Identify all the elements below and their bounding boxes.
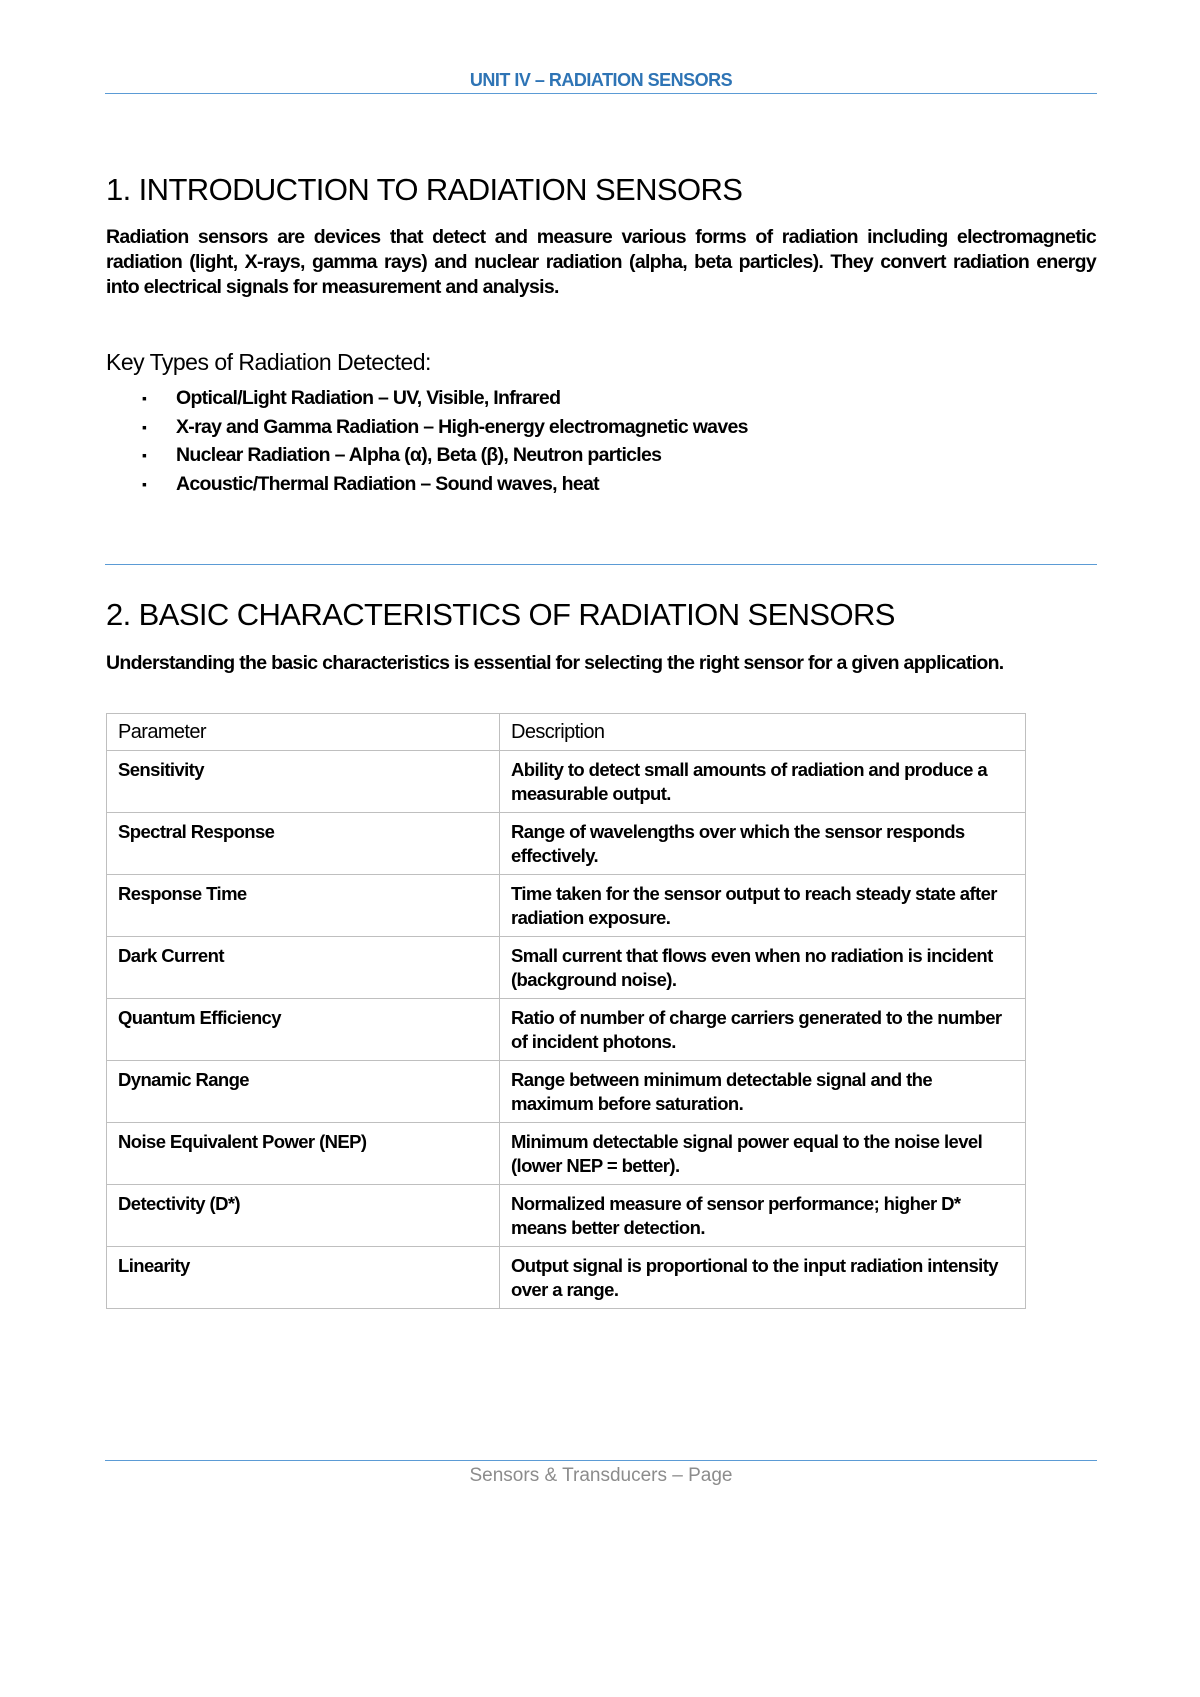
table-row [107,1123,1026,1185]
parameter-cell: Noise Equivalent Power (NEP) [107,1123,500,1185]
table-row [107,1247,1026,1309]
footer-rule [105,1460,1097,1461]
page-header-title: UNIT IV – RADIATION SENSORS [469,70,733,90]
parameter-cell: Dynamic Range [107,1061,500,1123]
section1-heading: 1. INTRODUCTION TO RADIATION SENSORS [106,172,743,207]
column-header-parameter: Parameter [107,714,500,751]
list-item [106,413,748,442]
parameter-cell: Dark Current [107,937,500,999]
description-cell: Range of wavelengths over which the sensor responds effectively. [500,813,1026,875]
bullet-icon: ▪ [142,418,147,435]
radiation-types-list [106,384,748,498]
table-row [107,1061,1026,1123]
page-footer-text: Sensors & Transducers – Page [469,1465,733,1486]
section2-heading: 2. BASIC CHARACTERISTICS OF RADIATION SENSORS [106,597,895,632]
description-cell: Ratio of number of charge carriers generated to the number of incident photons. [500,999,1026,1061]
description-cell: Time taken for the sensor output to reach steady state after radiation exposure. [500,875,1026,937]
parameter-cell: Quantum Efficiency [107,999,500,1061]
list-item-text: Optical/Light Radiation – UV, Visible, Infrared [176,387,561,409]
description-cell: Output signal is proportional to the input radiation intensity over a range. [500,1247,1026,1309]
section2-paragraph: Understanding the basic characteristics is essential for selecting the right sensor for a given application. [106,652,1004,674]
characteristics-table [106,713,1026,1309]
column-header-description: Description [500,714,1026,751]
parameter-cell: Linearity [107,1247,500,1309]
description-cell: Range between minimum detectable signal and the maximum before saturation. [500,1061,1026,1123]
list-item [106,384,748,413]
table-row [107,875,1026,937]
list-item [106,470,748,499]
list-item-text: Nuclear Radiation – Alpha (α), Beta (β), Neutron particles [176,444,662,466]
table-row [107,813,1026,875]
key-types-subheading: Key Types of Radiation Detected: [106,349,431,375]
parameter-cell: Sensitivity [107,751,500,813]
bullet-icon: ▪ [142,390,147,406]
table-row [107,751,1026,813]
table-row [107,937,1026,999]
list-item [106,441,748,470]
section1-paragraph: Radiation sensors are devices that detect and measure various forms of radiation including electromagnetic radiation (light, X-rays, gamma rays) and nuclear radiation (alpha, beta particles). They convert radiation energy into electrical signals for measurement and analysis. [106,226,1096,298]
parameter-cell: Detectivity (D*) [107,1185,500,1247]
section-divider [105,564,1097,565]
bullet-icon: ▪ [142,475,147,492]
parameter-cell: Spectral Response [107,813,500,875]
description-cell: Minimum detectable signal power equal to the noise level (lower NEP = better). [500,1123,1026,1185]
parameter-cell: Response Time [107,875,500,937]
table-header-row [107,714,1026,751]
table-row [107,1185,1026,1247]
list-item-text: Acoustic/Thermal Radiation – Sound waves, heat [176,472,599,495]
description-cell: Normalized measure of sensor performance; higher D* means better detection. [500,1185,1026,1247]
description-cell: Small current that flows even when no radiation is incident (background noise). [500,937,1026,999]
description-cell: Ability to detect small amounts of radiation and produce a measurable output. [500,751,1026,813]
list-item-text: X-ray and Gamma Radiation – High-energy electromagnetic waves [176,415,748,438]
bullet-icon: ▪ [142,447,147,463]
table-row [107,999,1026,1061]
header-rule [105,93,1097,94]
